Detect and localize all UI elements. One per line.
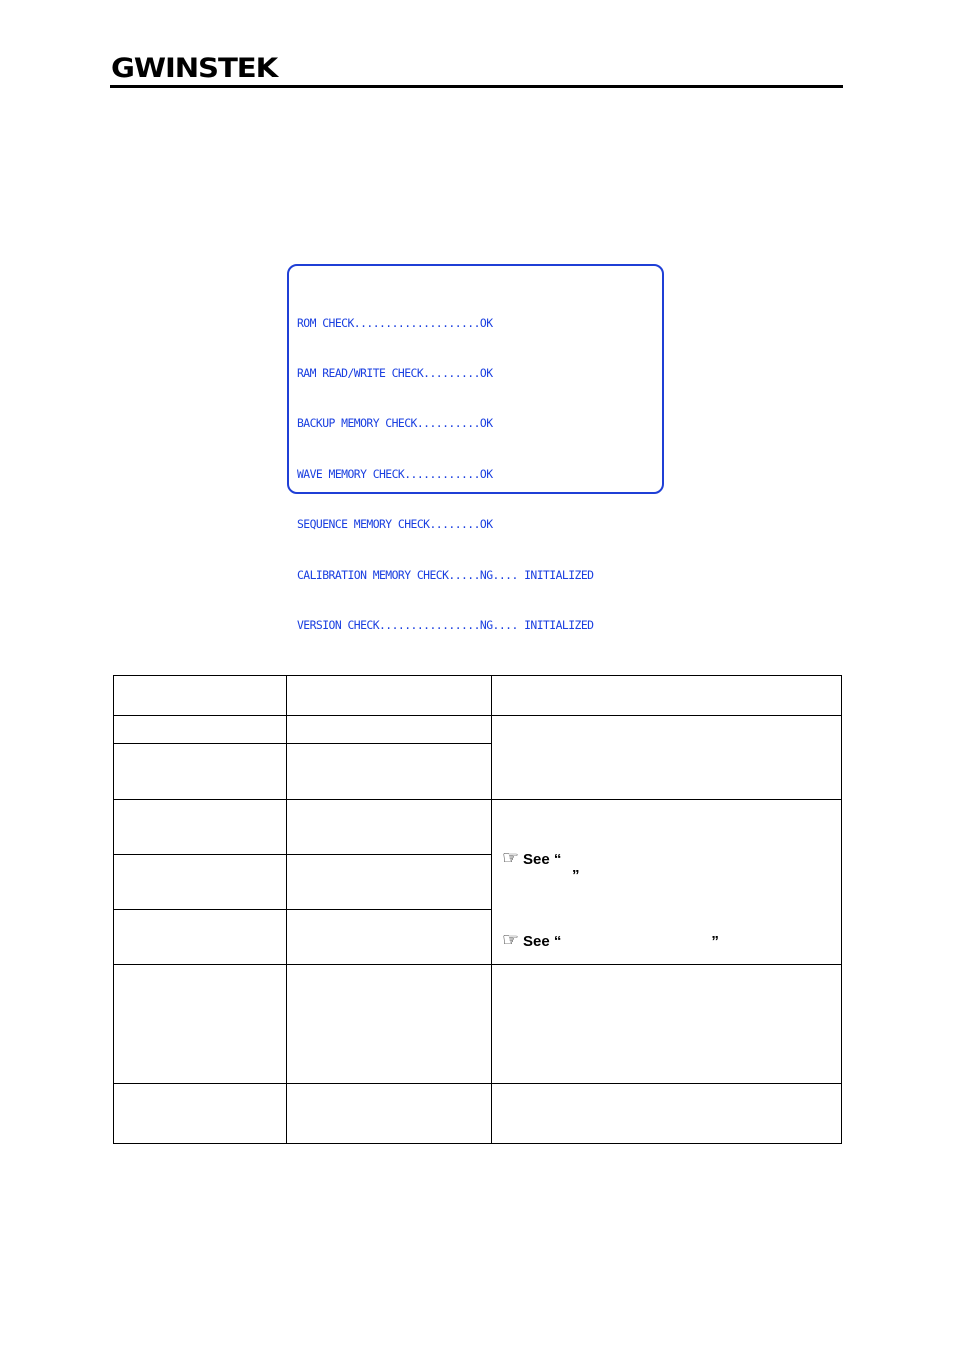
table-row — [114, 1084, 842, 1144]
table-cell — [114, 744, 287, 800]
screen-line-backup: BACKUP MEMORY CHECK..........OK — [297, 416, 493, 431]
table-cell — [114, 716, 287, 744]
table-cell — [287, 910, 492, 965]
screen-line-sequence: SEQUENCE MEMORY CHECK........OK — [297, 517, 493, 532]
table-cell — [114, 800, 287, 855]
table-cell — [287, 855, 492, 910]
table-cell — [287, 1084, 492, 1144]
reference-link-2[interactable]: ☞ See “ ” — [502, 930, 719, 951]
reference-link-1[interactable]: ☞ See “ — [502, 848, 562, 869]
header-rule — [110, 85, 843, 88]
table-cell — [287, 965, 492, 1084]
table-cell — [287, 716, 492, 744]
self-test-screen — [287, 264, 664, 632]
table-cell — [114, 910, 287, 965]
table-row — [114, 676, 842, 716]
screen-line-calibration: CALIBRATION MEMORY CHECK.....NG.... INITIALIZED — [297, 567, 594, 582]
pointing-hand-icon: ☞ — [502, 848, 520, 869]
table-cell — [114, 1084, 287, 1144]
table-cell — [492, 716, 842, 800]
table-row — [114, 965, 842, 1084]
table-cell — [492, 676, 842, 716]
screen-line-ram: RAM READ/WRITE CHECK.........OK — [297, 365, 493, 380]
self-test-results — [297, 281, 593, 667]
table-cell — [492, 1084, 842, 1144]
table-cell — [114, 965, 287, 1084]
gw-instek-logo: GWINSTEK — [111, 53, 278, 84]
table-cell — [287, 744, 492, 800]
table-row — [114, 716, 842, 744]
table-cell — [114, 676, 287, 716]
table-cell — [287, 800, 492, 855]
pointing-hand-icon: ☞ — [502, 930, 520, 951]
screen-line-wave: WAVE MEMORY CHECK............OK — [297, 466, 493, 481]
reference-1-close-quote: ” — [572, 867, 580, 884]
screen-line-version: VERSION CHECK................NG.... INITIALIZED — [297, 617, 594, 632]
screen-line-rom: ROM CHECK....................OK — [297, 315, 493, 330]
reference-cell — [492, 800, 842, 965]
table-cell — [287, 676, 492, 716]
error-table — [113, 675, 842, 1144]
table-cell — [114, 855, 287, 910]
table-row — [114, 800, 842, 855]
table-cell — [492, 965, 842, 1084]
